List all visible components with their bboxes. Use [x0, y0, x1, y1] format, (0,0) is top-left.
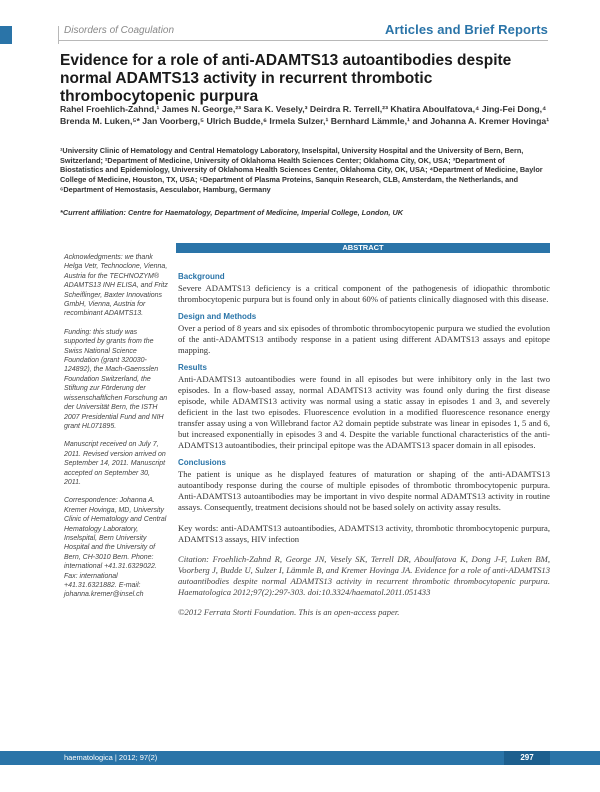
keywords: Key words: anti-ADAMTS13 autoantibodies, ADAMTS13 activity, thrombotic thrombocytopenic purpura, ADAMTS13 assays, HIV infection: [178, 523, 550, 544]
paper-title: Evidence for a role of anti-ADAMTS13 autoantibodies despite normal ADAMTS13 activity in recurrent thrombotic thrombocytopenic purpura: [60, 52, 512, 105]
conclusions-heading: Conclusions: [178, 458, 227, 467]
results-heading: Results: [178, 363, 207, 372]
design-text: Over a period of 8 years and six episodes of thrombotic thrombocytopenic purpura we studied the evolution of the anti-ADAMTS13 antibody response in a patient using different ADAMTS13 assays and epitope mapping.: [178, 323, 550, 355]
abstract-heading: ABSTRACT: [342, 243, 384, 252]
correspondence: Correspondence: Johanna A. Kremer Hovinga, MD, University Clinic of Hematology and Central Hematology Laboratory, Inselspital, Bern University Hospital and the University of Bern, CH-3010 Bern. Phone: international +41.31.6329022. Fax: international +41.31.6321882. E-mail: johanna.kremer@insel.ch: [64, 497, 167, 599]
abstract-body: [178, 272, 550, 625]
design-heading: Design and Methods: [178, 312, 257, 321]
article-type: Articles and Brief Reports: [385, 22, 548, 37]
background-text: Severe ADAMTS13 deficiency is a critical component of the pathogenesis of idiopathic thrombotic thrombocytopenic purpura but is found only in about 60% of patients clinically diagnosed with this disease.: [178, 283, 550, 304]
acknowledgments: Acknowledgments: we thank Helga Vetr, Technoclone, Vienna, Austria for the TECHNOZYM® ADAMTS13 INH ELISA, and Fritz Scheiflinger, Baxter Innovations GmbH, Vienna, Austria for recombinant ADAMTS13.: [64, 254, 168, 318]
author-list: Rahel Froehlich-Zahnd,¹ James N. George,²³ Sara K. Vesely,³ Deirdra R. Terrell,²³ Khatira Aboulfatova,⁴ Jing-Fei Dong,⁴ Brenda M. Luken,⁵* Jan Voorberg,⁵ Ulrich Budde,⁶ Irmela Sulzer,¹ Bernhard Lämmle,¹ and Johanna A. Kremer Hovinga¹: [60, 104, 550, 126]
conclusions-text: The patient is unique as he displayed features of maturation or shaping of the anti-ADAMTS13 autoantibody response during the course of multiple episodes of thrombotic thrombocytopenic purpura. Anti-ADAMTS13 autoantibodies may be important in vivo despite normal ADAMTS13 activity in routine assays. Consequently, treatment decisions should not be based solely on activity assay results.: [178, 469, 550, 512]
funding: Funding: this study was supported by grants from the Swiss National Science Foundation (grant 320030-124892), the Mach-Gaensslen Foundation Switzerland, the Stiftung zur Förderung der wissenschaftlichen Forschung an der Universität Bern, the ISTH 2007 Presidential Fund and NIH grant HL071895.: [64, 328, 168, 430]
footer-journal: haematologica | 2012; 97(2): [64, 753, 158, 762]
page-number: 297: [504, 751, 550, 765]
citation: Citation: Froehlich-Zahnd R, George JN, Vesely SK, Terrell DR, Aboulfatova K, Dong J-F, Luken BM, Voorberg J, Budde U, Sulzer I, Lämmle B, and Kremer Hovinga JA. Evidence for a role of anti-ADAMTS13 autoantibodies despite normal ADAMTS13 activity in recurrent thrombotic thrombocytopenic purpura. Haematologica 2012;97(2):297-303. doi:10.3324/haematol.2011.051433: [178, 554, 550, 597]
current-affiliation: *Current affiliation: Centre for Haematology, Department of Medicine, Imperial College, London, UK: [60, 208, 403, 217]
journal-section: Disorders of Coagulation: [64, 25, 175, 36]
header-vertical-rule: [58, 26, 59, 44]
header-rule: [58, 40, 548, 41]
results-text: Anti-ADAMTS13 autoantibodies were found in all episodes but were inhibitory only in the last two episodes. In a flow-based assay, normal ADAMTS13 activity was found only during the first disease episode, while ADAMTS13 activity was normal using a static assay in episodes 1 and 3, and severely deficient in the last two episodes. Fluorescence evolution in a modified fluorescence resonance energy transfer assay using a von Willebrand factor A2 domain peptide substrate was linear in episodes 1, 5 and 6, but increased exponentially in episodes 3 and 4. Despite the variable functional characteristics of the anti-ADAMTS13 autoantibodies, their principal epitope was the ADAMTS13 spacer domain in all episodes.: [178, 374, 550, 450]
header-accent-block: [0, 26, 12, 44]
sidebar: [64, 253, 168, 609]
background-heading: Background: [178, 272, 225, 281]
copyright: ©2012 Ferrata Storti Foundation. This is an open-access paper.: [178, 607, 400, 617]
affiliations: ¹University Clinic of Hematology and Central Hematology Laboratory, Inselspital, University Hospital and the University of Bern, Bern, Switzerland; ²Department of Medicine, University of Oklahoma Health Sciences Center; Oklahoma City, OK, USA; ³Department of Biostatistics and Epidemiology, University of Oklahoma Health Sciences Center, Oklahoma City, OK, USA; ⁴Department of Medicine, Baylor College of Medicine, Houston, TX, USA; ⁵Department of Plasma Proteins, Sanquin Research, CLB, Amsterdam, the Netherlands, and ⁶Department of Hemostasis, Aesculabor, Hamburg, Germany: [60, 146, 543, 194]
manuscript-dates: Manuscript received on July 7, 2011. Revised version arrived on September 14, 2011. Manuscript accepted on September 30, 2011.: [64, 441, 166, 486]
abstract-heading-bar: [176, 243, 550, 253]
